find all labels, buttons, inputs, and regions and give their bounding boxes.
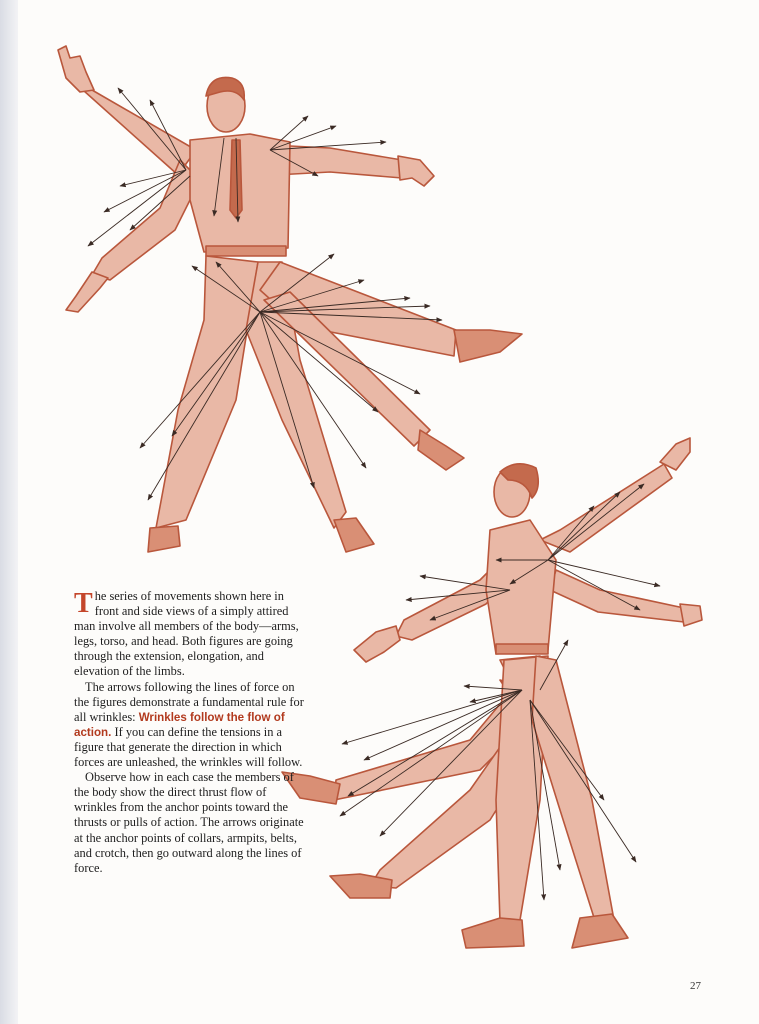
side-back-shoe-low [330,874,392,898]
side-standing-shoe [462,918,524,948]
emphasis-rule: Wrinkles follow the flow of action. [74,710,285,739]
side-extended-hand [680,604,702,626]
side-lowered-hand [354,626,400,662]
paragraph-1 [74,589,306,680]
front-second-shoe [334,518,374,552]
front-view-figure [58,46,522,552]
side-extended-arm [550,570,684,622]
book-binding-shadow [0,0,18,1024]
front-standing-shoe [148,526,180,552]
front-belt [206,246,286,256]
front-kicked-shoe-low [418,430,464,470]
page-number: 27 [690,980,701,992]
side-forward-shoe [572,914,628,948]
front-raised-hand [58,46,94,92]
body-text [74,589,306,876]
front-lowered-arm [92,160,200,280]
drop-cap: T [74,588,93,619]
paragraph-1-text: he series of movements shown here in front and side views of a simply attired man involve all members of the body—arms, legs, torso, and head. Both figures are going through the extension, elongation, and elevation of the limbs. [74,589,299,679]
paragraph-2-end: If you can define the tensions in a figure that generate the direction in which forces are unleashed, the wrinkles will follow. [74,724,303,770]
side-forward-leg [532,656,614,924]
front-lowered-hand [66,272,108,312]
front-extended-hand [398,156,434,186]
front-standing-leg [156,256,258,528]
book-page [18,0,759,1024]
front-raised-arm [74,82,196,175]
paragraph-3: Observe how in each case the members of the body show the direct thrust flow of wrinkles from the anchor points toward the thrusts or pulls of action. The arrows originate at the anchor points of collars, armpits, belts, and crotch, then go outward along the lines of force. [74,770,304,875]
side-belt [496,644,548,654]
paragraph-2-start: The arrows following the lines of force on the figures demonstrate a fundamental rule for all wrinkles: [74,679,304,724]
side-raised-arm [540,464,672,552]
paragraph-2 [74,680,306,771]
front-kicked-shoe-high [454,330,522,362]
